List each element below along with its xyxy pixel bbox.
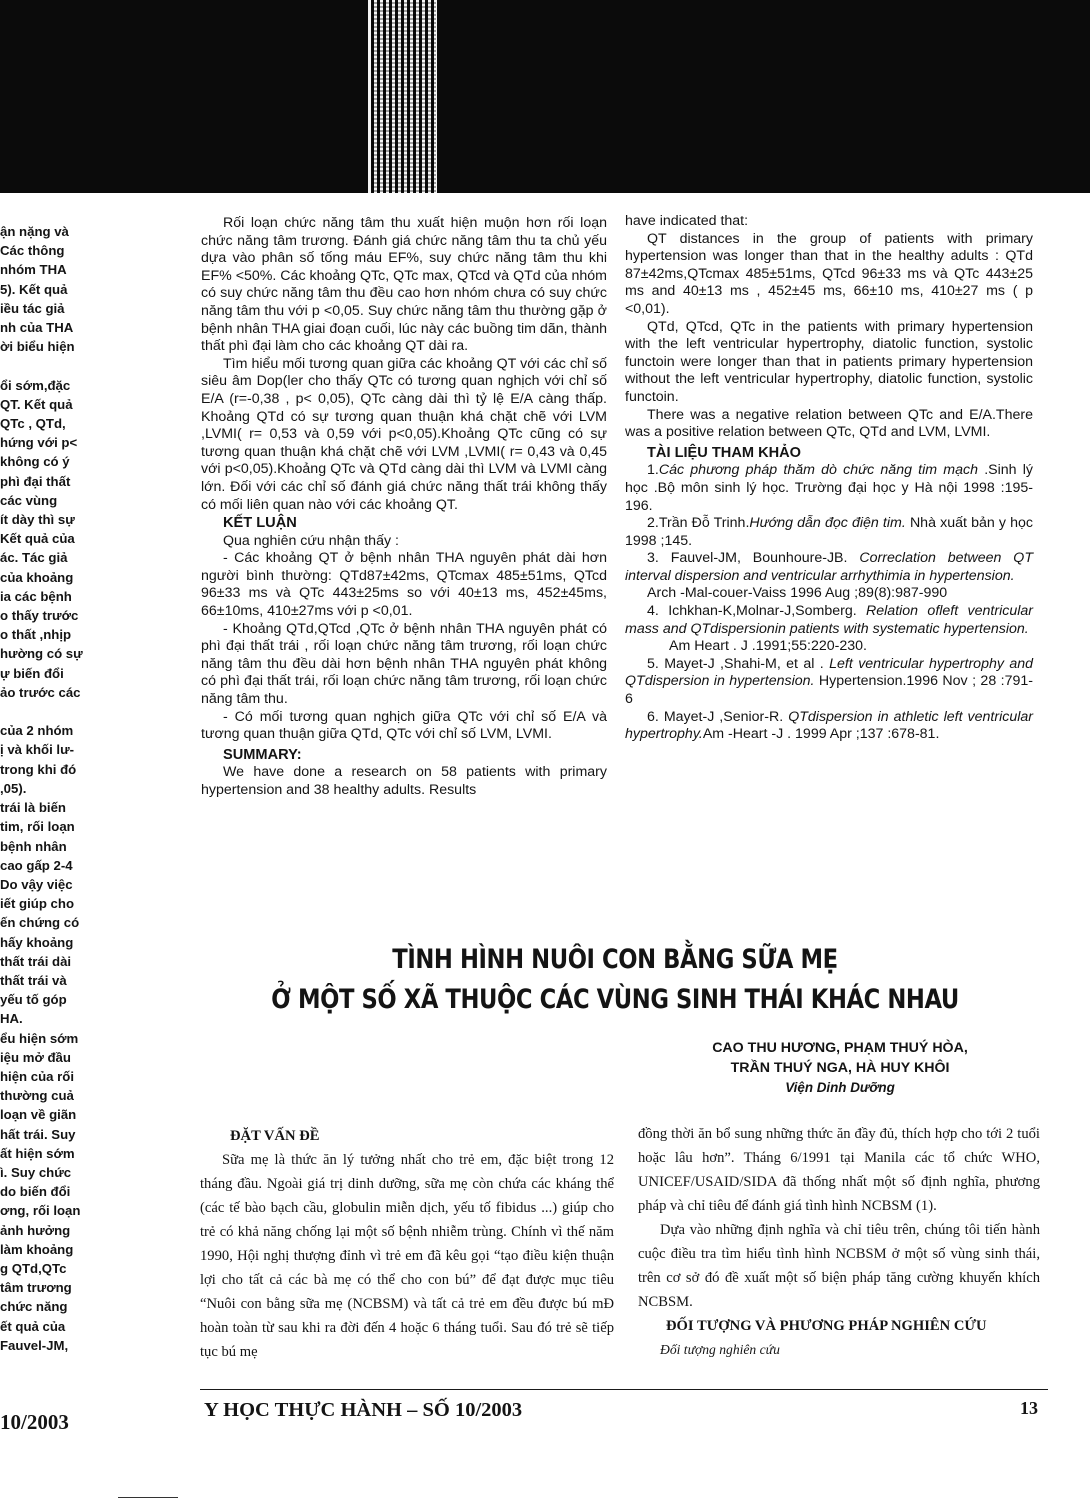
left-page-fragment	[0, 222, 84, 1355]
article-title	[266, 940, 963, 1020]
fragment-line: làm khoảng	[0, 1241, 74, 1257]
fragment-line: nh của THA	[0, 320, 74, 336]
reference-source: Arch -Mal-couer-Vaiss 1996 Aug ;89(8):987-990	[647, 585, 948, 602]
fragment-line	[0, 356, 84, 375]
fragment-line: Các thông	[0, 243, 65, 259]
paragraph: QTd, QTcd, QTc in the patients with primary hypertension with the left ventricular hypertrophy, diatolic function, systolic functoin were longer than that in patients primary hypertension without the left ventricular hypertrophy, diatolic function, systolic functoin.	[625, 318, 1033, 405]
fragment-line: o thất ,nhịp	[0, 627, 72, 643]
paragraph: QT distances in the group of patients with primary hypertension was longer than that in the healthy adults : QTd 87±42ms,QTcmax 485±51ms, QTcd 96±33 ms và QTc 443±25 ms and 40±13 ms , 452±45 ms, 66±10 ms, 410±27 ms ( p <0,01).	[625, 230, 1033, 317]
paragraph: Qua nghiên cứu nhận thấy :	[223, 532, 399, 549]
fragment-line: nhóm THA	[0, 262, 67, 278]
fragment-line: phì đại thất	[0, 473, 71, 489]
reference-item: 4. Ichkhan-K,Molnar-J,Somberg. Relation ofleft ventricular mass and QTdispersionin patients with systematic hypertension.	[625, 603, 1033, 637]
article-authors	[650, 1038, 1030, 1098]
reference-item: 5. Mayet-J ,Shahi-M, et al . Left ventricular hypertrophy and QTdispersion in hypertension. Hypertension.1996 Nov ; 28 :791-6	[625, 655, 1033, 708]
fragment-line: g QTd,QTc	[0, 1260, 67, 1276]
scan-binding-stripes-overlay	[372, 0, 436, 193]
journal-footer: Y HỌC THỰC HÀNH – SỐ 10/2003	[204, 1399, 523, 1421]
fragment-line: bệnh nhân	[0, 838, 67, 854]
fragment-line: iều tác giả	[0, 300, 65, 316]
reference-item: 3. Fauvel-JM, Bounhoure-JB. Correclation between QT interval dispersion and ventricular arrhythimia in hypertension.	[625, 550, 1033, 584]
reference-item: 1.Các phương pháp thăm dò chức năng tim mạch .Sinh lý học .Bộ môn sinh lý học. Trường đại học y Hà nội 1998 :195-196.	[625, 462, 1034, 514]
author-line: TRẦN THUÝ NGA, HÀ HUY KHÔI	[730, 1060, 950, 1076]
fragment-line: QT. Kết quả	[0, 396, 73, 412]
reference-item: 6. Mayet-J ,Senior-R. QTdispersion in athletic left ventricular hypertrophy.Am -Heart -J . 1999 Apr ;137 :678-81.	[625, 708, 1033, 743]
fragment-line: Fauvel-JM,	[0, 1337, 69, 1353]
reference-item: 2.Trần Đỗ Trinh.Hướng dẫn đọc điện tim. Nhà xuất bản y học 1998 ;145.	[625, 515, 1033, 549]
paragraph: We have done a research on 58 patients with primary hypertension and 38 healthy adults. Results	[201, 764, 607, 798]
fragment-line: của khoảng	[0, 569, 74, 585]
fragment-line: ơng, rối loạn	[0, 1203, 81, 1219]
fragment-line: HA.	[0, 1011, 23, 1027]
paragraph: Rối loạn chức năng tâm thu xuất hiện muộn hơn rối loạn chức năng tâm trương. Đánh giá chức năng tâm thu ta chủ yếu dựa vào phân số tống máu EF%, suy chức năng tâm thu khi EF% <50%. Các khoảng QTc, QTc max, QTcd và QTd của nhóm có suy chức năng tâm thu đều cao hơn nhóm chưa có suy chức năng tâm thu với p <0,05. Suy chức năng tâm thu thường gặp ở bệnh nhân THA giai đoạn cuối, lúc này các buồng tim dãn, thành thất phì đại làm cho các khoảng QT dài ra.	[201, 215, 607, 355]
fragment-line: hiện của rối	[0, 1068, 75, 1084]
fragment-line: ểu hiện sớm	[0, 1030, 79, 1046]
column-right	[625, 213, 1033, 744]
fragment-line: ự biến đổi	[0, 665, 64, 681]
paragraph: đồng thời ăn bổ sung những thức ăn đầy đủ, thích hợp cho tới 2 tuổi hoặc lâu hơn”. Tháng 6/1991 tại Manila các tổ chức WHO, UNICEF/USAID/SIDA đã thống nhất một số định nghĩa, phương pháp và chỉ tiêu để đánh giá tình hình NCBSM (1).	[638, 1126, 1040, 1214]
fragment-line: hường có sự	[0, 646, 83, 662]
fragment-line: iết giúp cho	[0, 896, 74, 912]
heading-introduction: ĐẶT VẤN ĐỀ	[230, 1128, 320, 1144]
fragment-line: hứng với p<	[0, 435, 78, 451]
fragment-line: chức năng	[0, 1299, 68, 1315]
paragraph: - Các khoảng QT ở bệnh nhân THA nguyên phát dài hơn người bình thường: QTd87±42ms, QTcmax 485±51ms, QTcd 96±33 ms và QTc 443±25ms so với 40±13 ms, 452±45ms, 66±10ms, 410±27ms với p <0,01.	[201, 550, 607, 620]
fragment-line: ời biểu hiện	[0, 339, 75, 355]
column-left	[201, 215, 607, 800]
fragment-line: thất trái và	[0, 972, 67, 988]
fragment-line: ất hiện sớm	[0, 1145, 75, 1161]
fragment-line: Kết quả của	[0, 531, 75, 547]
fragment-line	[0, 702, 84, 721]
fragment-line: không có ý	[0, 454, 70, 470]
paragraph: There was a negative relation between QTc and E/A.There was a positive relation between QTc, QTd and LVM, LVMI.	[625, 406, 1033, 441]
heading-conclusion: KẾT LUẬN	[223, 515, 297, 532]
left-page-footer-fragment: 10/2003	[0, 1410, 69, 1434]
subheading-subjects: Đối tượng nghiên cứu	[660, 1342, 780, 1357]
fragment-line: cao gấp 2-4	[0, 857, 73, 873]
fragment-line: trái là biến	[0, 800, 66, 816]
article-column-right	[638, 1122, 1040, 1362]
fragment-line: QTc , QTd,	[0, 416, 66, 432]
fragment-line: ị và khối lư-	[0, 742, 75, 758]
paragraph: Sữa mẹ là thức ăn lý tưởng nhất cho trẻ em, đặc biệt trong 12 tháng đầu. Ngoài giá trị dinh dưỡng, sữa mẹ còn chứa các kháng thể (các tế bào bạch cầu, globulin miễn dịch, yếu tố fibidus ...) giúp cho trẻ có khả năng chống lại một số bệnh nhiễm trùng. Chính vì thế năm 1990, Hội nghị thượng đỉnh vì trẻ em đã kêu gọi “tạo điều kiện thuận lợi cho tất cả các bà mẹ có thể cho con bú” để đạt được mục tiêu “Nuôi con bằng sữa mẹ (NCBSM) và tất cả trẻ em đều được bú mĐ hoàn toàn từ sau khi ra đời đến 4 hoặc 6 tháng tuổi. Sau đó trẻ sẽ tiếp tục bú mẹ	[200, 1152, 614, 1360]
fragment-line: ết quả của	[0, 1318, 66, 1334]
fragment-line: trong khi đó	[0, 761, 77, 777]
fragment-line: ì. Suy chức	[0, 1164, 72, 1180]
article-title-line: Ở MỘT SỐ XÃ THUỘC CÁC VÙNG SINH THÁI KHÁC NHAU	[271, 984, 959, 1015]
article-title-line: TÌNH HÌNH NUÔI CON BẰNG SỮA MẸ	[392, 944, 838, 975]
scan-dark-band	[0, 0, 1090, 193]
paragraph: have indicated that:	[625, 213, 749, 229]
fragment-line: ít dày thì sự	[0, 512, 75, 528]
paragraph: Tìm hiểu mối tương quan giữa các khoảng QT với các chỉ số siêu âm Dop(ler cho thấy QTc có tương quan nghịch với chỉ số E/A (r=-0,38 , p< 0,05), QTc càng dài thì tỷ lệ E/A càng thấp. Khoảng QTd có sự tương quan thuận khá chặt chẽ với LVM ,LVMI( r= 0,53 và 0,59 với p<0,05).Khoảng QTc cũng có sự tương quan thuận khá chặt chẽ với LVM ,LVMI( r= 0,43 và 0,45 với p<0,05).Khoảng QTc và QTd càng dài thì LVM và LVMI càng lớn. Đối với các chỉ số đánh giá chức năng thất trái không thấy có mối liên quan nào với các khoảng QT.	[201, 355, 607, 513]
heading-summary: SUMMARY:	[223, 746, 302, 763]
fragment-line: loạn về giãn	[0, 1107, 77, 1123]
footer-rule	[200, 1389, 1048, 1390]
fragment-line: ia các bệnh	[0, 588, 72, 604]
fragment-line: ảnh hưởng	[0, 1222, 71, 1238]
fragment-line: 5). Kết quả	[0, 281, 68, 297]
fragment-line: ác. Tác giả	[0, 550, 68, 566]
article-column-left	[200, 1124, 614, 1364]
fragment-line: o thấy trước	[0, 608, 79, 624]
fragment-line: iệu mở đầu	[0, 1049, 71, 1065]
paragraph: - Có mối tương quan nghịch giữa QTc với chỉ số E/A và tương quan thuận giữa QTd, QTc với chỉ số LVM, LVMI.	[201, 708, 607, 743]
fragment-line: tim, rối loạn	[0, 819, 75, 835]
paragraph: - Khoảng QTd,QTcd ,QTc ở bệnh nhân THA nguyên phát có phì đại thất trái , rối loạn chức năng tâm trương, rối loạn chức năng tâm thu đều dài hơn bệnh nhân THA nguyên phát không có phì đại thất trái, rối loạn chức năng tâm trương, rối loạn chức năng tâm thu.	[201, 620, 607, 708]
fragment-line: tâm trương	[0, 1280, 72, 1296]
fragment-line: ,05).	[0, 780, 27, 796]
fragment-line: Do vậy việc	[0, 876, 73, 892]
heading-references: TÀI LIỆU THAM KHẢO	[647, 444, 802, 461]
fragment-line: yếu tố góp	[0, 992, 67, 1008]
heading-methods: ĐỐI TƯỢNG VÀ PHƯƠNG PHÁP NGHIÊN CỨU	[666, 1318, 987, 1334]
paragraph: Dựa vào những định nghĩa và chỉ tiêu trên, chúng tôi tiến hành cuộc điều tra tìm hiểu tình hình NCBSM ở một số vùng sinh thái, trên cơ sở đó đề xuất một số biện pháp tăng cường khuyến khích NCBSM.	[638, 1222, 1040, 1310]
author-affiliation: Viện Dinh Dưỡng	[785, 1080, 895, 1095]
fragment-line: do biến đổi	[0, 1184, 71, 1200]
page-number: 13	[1020, 1398, 1038, 1418]
reference-source: Am Heart . J .1991;55:220-230.	[669, 638, 867, 655]
fragment-line: hất trái. Suy	[0, 1126, 76, 1142]
fragment-line: ến chứng có	[0, 915, 80, 931]
fragment-line: ận nặng và	[0, 224, 69, 239]
fragment-line: các vùng	[0, 492, 58, 508]
fragment-line: thất trái dài	[0, 953, 72, 969]
fragment-line: hấy khoảng	[0, 934, 74, 950]
fragment-line: ảo trước các	[0, 684, 81, 700]
fragment-line: của 2 nhóm	[0, 723, 74, 739]
scan-edge-mark	[118, 1497, 178, 1498]
fragment-line: ổi sớm,đặc	[0, 377, 71, 393]
author-line: CAO THU HƯƠNG, PHẠM THUÝ HÒA,	[712, 1040, 968, 1056]
fragment-line: thường cuả	[0, 1088, 74, 1104]
